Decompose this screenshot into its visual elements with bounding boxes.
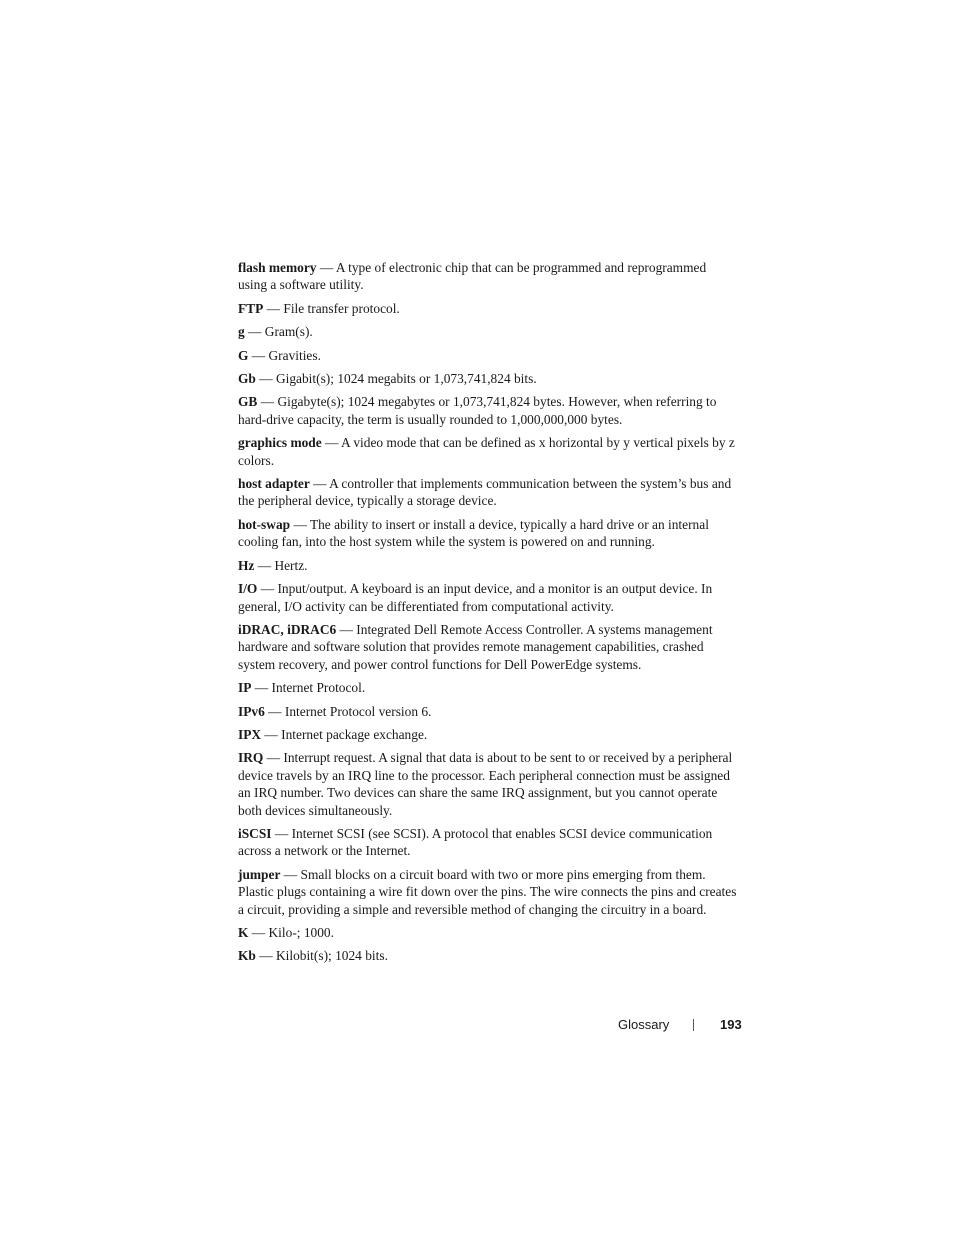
glossary-term: IPX	[238, 726, 262, 742]
glossary-definition: — Input/output. A keyboard is an input device, and a monitor is an output device. In general, I/O activity can be differentiated from computational activity.	[238, 581, 713, 614]
glossary-definition: — Gigabyte(s); 1024 megabytes or 1,073,741,824 bytes. However, when referring to hard-drive capacity, the term is usually rounded to 1,000,000,000 bytes.	[238, 394, 717, 427]
glossary-term: host adapter	[238, 476, 310, 492]
glossary-term: jumper	[238, 866, 281, 882]
footer-section-label: Glossary	[618, 1017, 670, 1032]
glossary-entry-gravities	[238, 347, 738, 364]
glossary-entry-gb-bytes	[238, 393, 738, 428]
glossary-entry-ip	[238, 679, 738, 696]
glossary-entry-flash-memory	[238, 259, 738, 294]
glossary-term: IRQ	[238, 750, 264, 766]
glossary-definition: — Kilo-; 1000.	[248, 925, 334, 940]
glossary-definition: — Gigabit(s); 1024 megabits or 1,073,741,824 bits.	[255, 371, 537, 387]
glossary-definition: — A controller that implements communication between the system’s bus and the peripheral device, typically a storage device.	[238, 476, 732, 509]
glossary-term: Hz	[238, 557, 255, 573]
glossary-definition: — Interrupt request. A signal that data is about to be sent to or received by a peripheral device travels by an IRQ line to the processor. Each peripheral connection must be assigned an IRQ number. Two devices can share the same IRQ assignment, but you cannot operate both devices simultaneously.	[238, 750, 733, 818]
glossary-definition: — Integrated Dell Remote Access Controller. A systems management hardware and software solution that provides remote management capabilities, crashed system recovery, and power control functions for Dell PowerEdge systems.	[238, 621, 713, 672]
glossary-definition: — Internet SCSI (see SCSI). A protocol that enables SCSI device communication across a network or the Internet.	[238, 825, 713, 859]
page-footer	[600, 1015, 742, 1035]
glossary-list	[238, 259, 738, 971]
glossary-entry-irq	[238, 749, 738, 819]
glossary-definition: — Internet Protocol.	[251, 680, 366, 696]
glossary-entry-gb-bits	[238, 370, 738, 387]
glossary-entry-idrac	[238, 621, 738, 673]
glossary-term: IP	[238, 680, 252, 696]
glossary-term: FTP	[238, 300, 264, 316]
glossary-entry-ipv6	[238, 703, 738, 720]
glossary-definition: — Small blocks on a circuit board with two or more pins emerging from them. Plastic plugs containing a wire fit down over the pins. The wire connects the pins and creates a circuit, providing a simple and reversible method of changing the circuitry in a board.	[238, 866, 737, 917]
glossary-term: IPv6	[238, 703, 265, 719]
glossary-entry-k	[238, 924, 738, 941]
glossary-definition: — Gravities.	[248, 347, 321, 363]
glossary-definition: — File transfer protocol.	[263, 300, 400, 316]
glossary-term: g	[238, 324, 245, 340]
glossary-definition: — A type of electronic chip that can be programmed and reprogrammed using a software utility.	[238, 260, 707, 293]
glossary-entry-io	[238, 580, 738, 615]
glossary-term: GB	[238, 394, 258, 410]
glossary-entry-iscsi	[238, 825, 738, 860]
glossary-term: K	[238, 925, 249, 940]
glossary-entry-kb	[238, 947, 738, 964]
glossary-term: G	[238, 347, 249, 363]
glossary-definition: — The ability to insert or install a device, typically a hard drive or an internal cooling fan, into the host system while the system is powered on and running.	[238, 516, 709, 550]
glossary-definition: — Gram(s).	[244, 324, 313, 340]
glossary-entry-host-adapter	[238, 475, 738, 510]
glossary-entry-ftp	[238, 300, 738, 317]
glossary-term: I/O	[238, 581, 258, 597]
glossary-term: graphics mode	[238, 435, 322, 451]
glossary-entry-hz	[238, 557, 738, 574]
page-number: 193	[720, 1017, 742, 1032]
glossary-entry-g	[238, 323, 738, 340]
glossary-entry-ipx	[238, 726, 738, 743]
glossary-entry-jumper	[238, 866, 738, 918]
glossary-term: hot-swap	[238, 516, 291, 532]
glossary-entry-hot-swap	[238, 516, 738, 551]
glossary-definition: — Internet Protocol version 6.	[264, 703, 432, 719]
glossary-definition: — Hertz.	[254, 557, 308, 573]
glossary-entry-graphics-mode	[238, 434, 738, 469]
glossary-term: Kb	[238, 948, 256, 964]
footer-divider	[693, 1019, 694, 1031]
glossary-term: flash memory	[238, 260, 317, 275]
glossary-term: iDRAC, iDRAC6	[238, 621, 337, 637]
glossary-definition: — Internet package exchange.	[261, 726, 428, 742]
glossary-definition: — Kilobit(s); 1024 bits.	[255, 948, 388, 964]
glossary-term: iSCSI	[238, 825, 272, 841]
glossary-term: Gb	[238, 371, 256, 387]
glossary-definition: — A video mode that can be defined as x horizontal by y vertical pixels by z colors.	[238, 435, 735, 468]
